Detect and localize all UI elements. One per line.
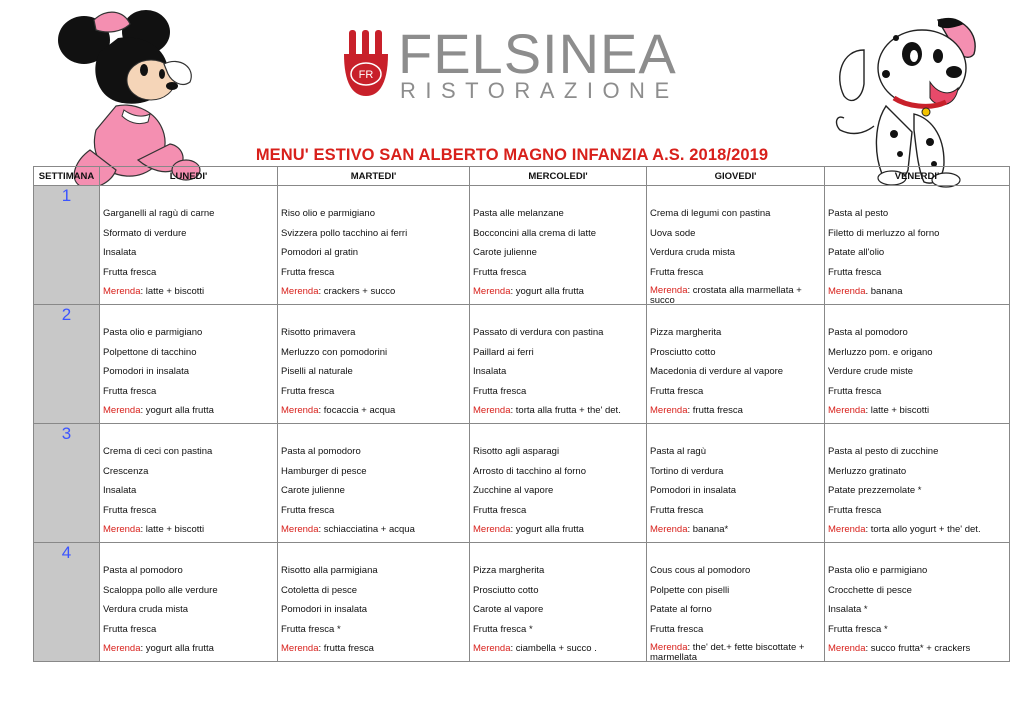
merenda-line — [100, 286, 277, 306]
merenda-text: : torta allo yogurt + the' det. — [865, 524, 981, 536]
merenda-label: Merenda — [103, 524, 141, 536]
merenda-label: Merenda — [650, 524, 688, 536]
header-tuesday: MARTEDI' — [278, 167, 470, 186]
dish-item: Frutta fresca — [650, 623, 704, 635]
merenda-line — [278, 405, 469, 425]
dish-item: Frutta fresca — [650, 385, 704, 397]
dish-item: Filetto di merluzzo al forno — [828, 227, 940, 239]
dish-item: Pasta alle melanzane — [473, 208, 564, 219]
dish-item: Frutta fresca — [473, 385, 527, 397]
merenda-line — [647, 405, 824, 425]
merenda-text: : the' det.+ fette biscottate + marmellata — [650, 643, 805, 663]
dish-item: Insalata — [103, 485, 137, 497]
merenda-text: : latte + biscotti — [140, 524, 205, 536]
merenda-line — [470, 524, 646, 544]
merenda-text: : crostata alla marmellata + succo — [650, 286, 802, 306]
dish-item: Carote julienne — [473, 247, 537, 259]
week-row — [34, 424, 1010, 543]
dish-item: Frutta fresca * — [473, 623, 533, 635]
merenda-line — [825, 643, 1009, 663]
dish-item: Frutta fresca — [650, 504, 704, 516]
dish-item: Pasta olio e parmigiano — [103, 327, 203, 338]
merenda-text: : latte + biscotti — [865, 405, 930, 417]
merenda-text: : yogurt alla frutta — [510, 286, 584, 298]
dish-item: Crema di ceci con pastina — [103, 446, 213, 457]
dish-item: Carote al vapore — [473, 604, 544, 616]
day-cell-friday — [825, 543, 1010, 662]
dish-item: Piselli al naturale — [281, 366, 353, 378]
dish-item: Frutta fresca — [281, 385, 335, 397]
header-thursday: GIOVEDI' — [647, 167, 825, 186]
merenda-line — [278, 643, 469, 663]
merenda-text: : crackers + succo — [318, 286, 396, 298]
merenda-line — [100, 643, 277, 663]
dish-item: Frutta fresca — [828, 266, 882, 278]
merenda-line — [470, 286, 646, 306]
merenda-text: : yogurt alla frutta — [140, 405, 214, 417]
merenda-text: : frutta fresca — [687, 405, 743, 417]
day-cell-friday — [825, 424, 1010, 543]
dish-item: Insalata — [103, 247, 137, 259]
dish-item: Pomodori in insalata — [281, 604, 368, 616]
dish-item: Frutta fresca * — [828, 623, 888, 635]
week-row — [34, 543, 1010, 662]
merenda-label: Merenda — [281, 286, 319, 298]
dish-item: Crescenza — [103, 465, 149, 477]
dish-item: Pasta al pesto — [828, 208, 889, 219]
dish-item: Riso olio e parmigiano — [281, 208, 375, 219]
day-cell-wednesday — [470, 543, 647, 662]
brand-name: FELSINEA — [398, 22, 677, 85]
day-cell-friday — [825, 305, 1010, 424]
dish-item: Scaloppa pollo alle verdure — [103, 584, 218, 596]
merenda-line — [647, 643, 824, 663]
day-cell-wednesday — [470, 424, 647, 543]
merenda-line — [825, 524, 1009, 544]
dish-item: Frutta fresca — [281, 266, 335, 278]
dish-item: Zucchine al vapore — [473, 485, 554, 497]
dish-item: Frutta fresca — [103, 385, 157, 397]
dish-item: Cotoletta di pesce — [281, 584, 358, 596]
header-week: SETTIMANA — [34, 167, 100, 186]
day-cell-monday — [100, 424, 278, 543]
day-cell-thursday — [647, 424, 825, 543]
merenda-line — [647, 286, 824, 306]
week-number: 4 — [34, 543, 100, 662]
merenda-label: Merenda — [650, 405, 688, 417]
dish-item: Crema di legumi con pastina — [650, 208, 771, 219]
week-number: 3 — [34, 424, 100, 543]
fork-logo-icon — [340, 28, 392, 98]
day-cell-monday — [100, 305, 278, 424]
merenda-line — [100, 524, 277, 544]
dish-item: Paillard ai ferri — [473, 346, 534, 358]
dish-item: Frutta fresca * — [281, 623, 341, 635]
merenda-text: : latte + biscotti — [140, 286, 205, 298]
merenda-line — [278, 286, 469, 306]
merenda-text: : torta alla frutta + the' det. — [510, 405, 621, 417]
dish-item: Pomodori al gratin — [281, 247, 359, 259]
dish-item: Verdura cruda mista — [103, 604, 189, 616]
dish-item: Risotto primavera — [281, 327, 356, 338]
dish-item: Risotto alla parmigiana — [281, 565, 378, 576]
dish-item: Frutta fresca — [473, 266, 527, 278]
dish-item: Prosciutto cotto — [650, 346, 716, 358]
dish-item: Insalata * — [828, 604, 868, 616]
day-cell-friday — [825, 186, 1010, 305]
merenda-line — [825, 405, 1009, 425]
dish-item: Pasta al pomodoro — [281, 446, 361, 457]
header-wednesday: MERCOLEDI' — [470, 167, 647, 186]
dish-item: Verdura cruda mista — [650, 247, 736, 259]
merenda-text: : focaccia + acqua — [318, 405, 396, 417]
merenda-label: Merenda — [473, 405, 511, 417]
day-cell-wednesday — [470, 186, 647, 305]
dish-item: Frutta fresca — [103, 623, 157, 635]
dish-item: Svizzera pollo tacchino ai ferri — [281, 227, 408, 239]
dish-item: Frutta fresca — [103, 266, 157, 278]
dish-item: Polpettone di tacchino — [103, 346, 197, 358]
day-cell-tuesday — [278, 305, 470, 424]
week-row — [34, 305, 1010, 424]
merenda-label: Merenda — [473, 286, 511, 298]
dish-item: Pizza margherita — [650, 327, 722, 338]
day-cell-wednesday — [470, 305, 647, 424]
header-friday: VENERDI' — [825, 167, 1010, 186]
dish-item: Passato di verdura con pastina — [473, 327, 604, 338]
dish-item: Polpette con piselli — [650, 584, 730, 596]
dish-item: Merluzzo pom. e origano — [828, 346, 933, 358]
merenda-text: : banana* — [687, 524, 729, 536]
merenda-label: Merenda — [103, 405, 141, 417]
dish-item: Merluzzo gratinato — [828, 465, 907, 477]
dish-item: Carote julienne — [281, 485, 345, 497]
merenda-text: : succo frutta* + crackers — [865, 643, 971, 655]
dish-item: Cous cous al pomodoro — [650, 565, 751, 576]
dish-item: Frutta fresca — [103, 504, 157, 516]
day-cell-tuesday — [278, 543, 470, 662]
dish-item: Pizza margherita — [473, 565, 545, 576]
day-cell-thursday — [647, 186, 825, 305]
header-row — [34, 167, 1010, 186]
merenda-label: Merenda — [828, 286, 866, 298]
day-cell-thursday — [647, 305, 825, 424]
dish-item: Pasta olio e parmigiano — [828, 565, 928, 576]
dish-item: Bocconcini alla crema di latte — [473, 227, 597, 239]
dish-item: Frutta fresca — [473, 504, 527, 516]
dish-item: Crocchette di pesce — [828, 584, 912, 596]
merenda-label: Merenda — [650, 286, 688, 297]
dish-item: Uova sode — [650, 227, 696, 239]
day-cell-thursday — [647, 543, 825, 662]
merenda-text: : ciambella + succo . — [510, 643, 597, 655]
day-cell-tuesday — [278, 186, 470, 305]
merenda-line — [825, 286, 1009, 306]
dish-item: Frutta fresca — [828, 385, 882, 397]
brand-logo — [340, 24, 680, 104]
merenda-label: Merenda — [828, 524, 866, 536]
merenda-label: Merenda — [281, 405, 319, 417]
menu-title: MENU' ESTIVO SAN ALBERTO MAGNO INFANZIA A.S. 2018/2019 — [255, 146, 769, 164]
merenda-text: : schiacciatina + acqua — [318, 524, 415, 536]
merenda-label: Merenda — [828, 643, 866, 655]
merenda-line — [278, 524, 469, 544]
merenda-label: Merenda — [828, 405, 866, 417]
dish-item: Pomodori in insalata — [650, 485, 737, 497]
dish-item: Hamburger di pesce — [281, 465, 367, 477]
dish-item: Patate prezzemolate * — [828, 485, 922, 497]
week-number: 2 — [34, 305, 100, 424]
dish-item: Macedonia di verdure al vapore — [650, 366, 784, 378]
week-number: 1 — [34, 186, 100, 305]
merenda-line — [470, 405, 646, 425]
merenda-label: Merenda — [103, 286, 141, 298]
dish-item: Verdure crude miste — [828, 366, 914, 378]
dish-item: Frutta fresca — [281, 504, 335, 516]
dish-item: Frutta fresca — [828, 504, 882, 516]
merenda-label: Merenda — [281, 524, 319, 536]
brand-subtitle: RISTORAZIONE — [400, 78, 679, 103]
dish-item: Prosciutto cotto — [473, 584, 539, 596]
day-cell-tuesday — [278, 424, 470, 543]
merenda-line — [100, 405, 277, 425]
dish-item: Pasta al pomodoro — [828, 327, 908, 338]
merenda-text: . banana — [865, 286, 903, 298]
merenda-label: Merenda — [473, 524, 511, 536]
merenda-text: : yogurt alla frutta — [510, 524, 584, 536]
dish-item: Risotto agli asparagi — [473, 446, 560, 457]
dish-item: Arrosto di tacchino al forno — [473, 465, 587, 477]
week-row — [34, 186, 1010, 305]
dish-item: Pasta al ragù — [650, 446, 706, 457]
dish-item: Patate all'olio — [828, 247, 885, 259]
day-cell-monday — [100, 543, 278, 662]
merenda-label: Merenda — [103, 643, 141, 655]
day-cell-monday — [100, 186, 278, 305]
menu-table — [33, 166, 1010, 662]
merenda-text: : yogurt alla frutta — [140, 643, 214, 655]
dish-item: Pasta al pomodoro — [103, 565, 183, 576]
merenda-line — [647, 524, 824, 544]
merenda-line — [470, 643, 646, 663]
dish-item: Frutta fresca — [650, 266, 704, 278]
dish-item: Patate al forno — [650, 604, 712, 616]
merenda-label: Merenda — [281, 643, 319, 655]
header-monday: LUNEDI' — [100, 167, 278, 186]
dish-item: Insalata — [473, 366, 507, 378]
dish-item: Sformato di verdure — [103, 227, 187, 239]
merenda-label: Merenda — [650, 643, 688, 654]
merenda-label: Merenda — [473, 643, 511, 655]
logo-mark-text: FR — [358, 69, 374, 81]
dish-item: Tortino di verdura — [650, 465, 724, 477]
dish-item: Pasta al pesto di zucchine — [828, 446, 939, 457]
dish-item: Pomodori in insalata — [103, 366, 190, 378]
dish-item: Garganelli al ragù di carne — [103, 208, 215, 219]
dish-item: Merluzzo con pomodorini — [281, 346, 388, 358]
merenda-text: : frutta fresca — [318, 643, 374, 655]
